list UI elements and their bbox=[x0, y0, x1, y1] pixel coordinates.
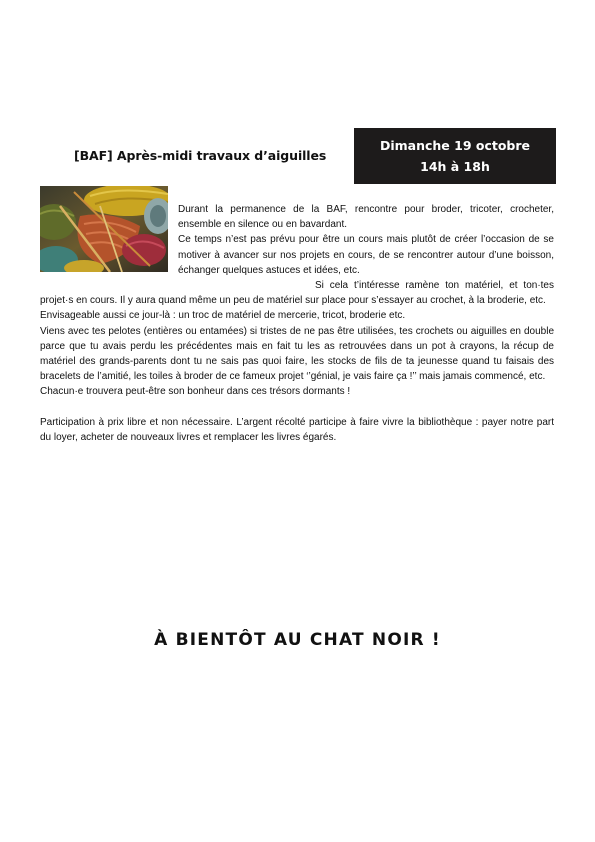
event-description bbox=[40, 202, 554, 445]
paragraph-swap: Envisageable aussi ce jour-là : un troc de matériel de mercerie, tricot, broderie etc. bbox=[40, 310, 406, 322]
paragraph-material: Si cela t’intéresse ramène ton matériel, et ton·tes projet·s en cours. Il y aura quand même un peu de matériel sur place pour s’essayer au crochet, à la broderie, etc. bbox=[40, 280, 554, 307]
paragraph-treasure: Chacun·e trouvera peut-être son bonheur dans ces trésors dormants ! bbox=[40, 386, 351, 398]
paragraph-gap bbox=[40, 400, 554, 415]
paragraph-purpose: Ce temps n’est pas prévu pour être un cours mais plutôt de créer l’occasion de se motiver à avancer sur nos projets en cours, de se rencontrer autour d’une boisson, échanger quelques astuces et idées, etc. bbox=[178, 234, 554, 276]
closing-message: À BIENTÔT AU CHAT NOIR ! bbox=[154, 630, 441, 650]
paragraph-bring: Viens avec tes pelotes (entières ou entamées) si tristes de ne pas être utilisées, tes crochets ou aiguilles en double parce que tu avais perdu les précédentes mais en fait tu les as retrouvées dans un pot à crayons, la récup de matériel des grands-parents dont tu ne sais pas quoi faire, les stocks de fils de ta jeunesse quand tu faisais des bracelets de l’amitié, les toiles à broder de ce fameux projet ‘’génial, je vais faire ça !’’ mais jamais commencé, etc. bbox=[40, 325, 554, 383]
event-date: Dimanche 19 octobre bbox=[379, 138, 531, 153]
date-box bbox=[354, 128, 556, 184]
event-title: [BAF] Après-midi travaux d’aiguilles bbox=[74, 148, 327, 163]
paragraph-participation: Participation à prix libre et non nécessaire. L’argent récolté participe à faire vivre la bibliothèque : payer notre part du loyer, acheter de nouveaux livres et remplacer les livres égarés. bbox=[40, 416, 554, 443]
photo-spacer bbox=[40, 202, 178, 288]
event-time: 14h à 18h bbox=[420, 159, 490, 174]
paragraph-intro: Durant la permanence de la BAF, rencontre pour broder, tricoter, crocheter, ensemble en silence ou en bavardant. bbox=[178, 204, 554, 231]
